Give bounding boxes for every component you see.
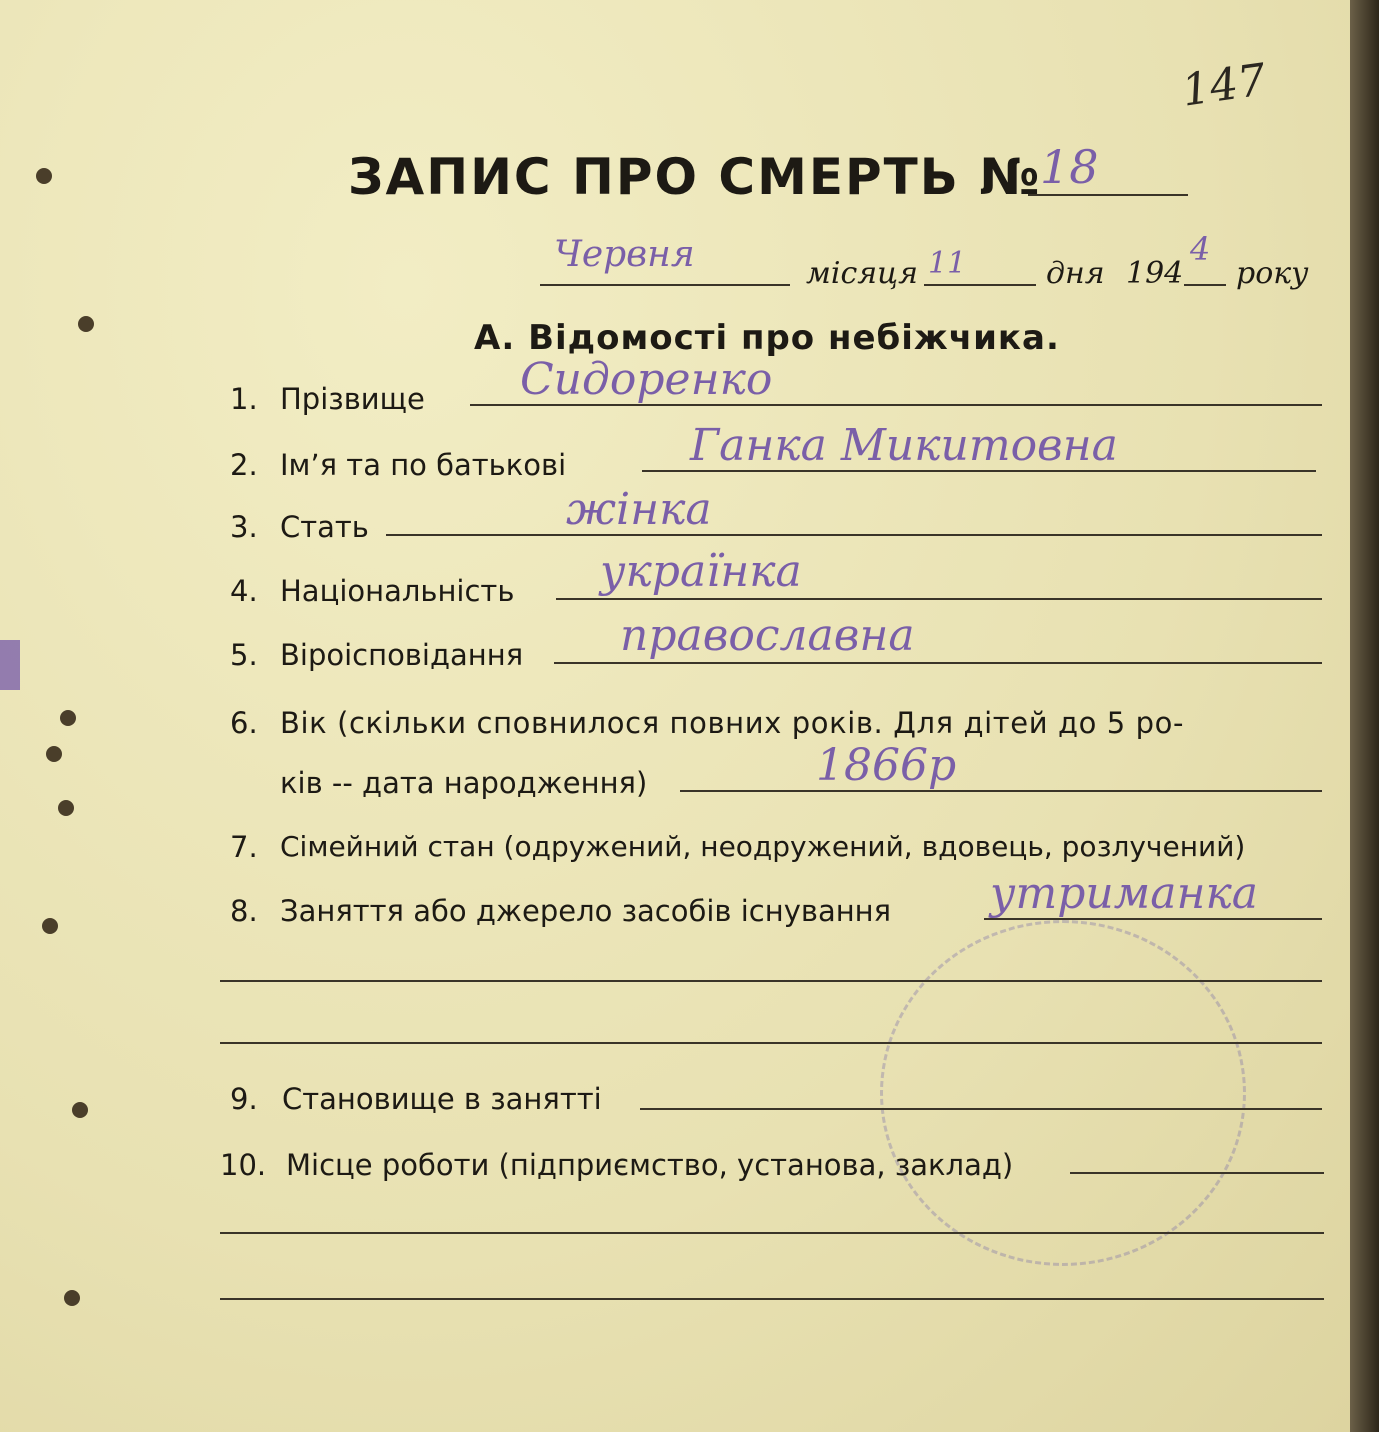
field-label: Прізвище — [280, 382, 425, 416]
field-number: 6. — [230, 706, 258, 740]
field-label: Заняття або джерело засобів існування — [280, 894, 892, 928]
field-number: 2. — [230, 448, 258, 482]
field-value: Ганка Микитовна — [690, 420, 1118, 471]
field-number: 3. — [230, 510, 258, 544]
punch-hole — [58, 800, 74, 816]
ink-stain — [0, 640, 20, 690]
page-edge — [1350, 0, 1379, 1432]
punch-hole — [78, 316, 94, 332]
field-number: 9. — [230, 1082, 258, 1116]
year-label: року — [1236, 256, 1309, 291]
folio-number: 147 — [1178, 54, 1270, 117]
fill-line — [220, 980, 1322, 982]
field-value: Сидоренко — [520, 354, 773, 405]
month-label: місяця — [806, 256, 918, 291]
year-prefix: 194 — [1126, 256, 1184, 291]
punch-hole — [60, 710, 76, 726]
fill-line — [556, 598, 1322, 600]
field-label: Становище в занятті — [282, 1082, 602, 1116]
field-value: 1866р — [816, 740, 957, 791]
field-label: Вік (скільки сповнилося повних років. Для дітей до 5 ро- — [280, 706, 1185, 740]
field-label: Стать — [280, 510, 369, 544]
field-number: 10. — [220, 1148, 267, 1182]
field-value: православна — [620, 610, 915, 661]
record-number-line — [1028, 194, 1188, 196]
punch-hole — [64, 1290, 80, 1306]
field-number: 8. — [230, 894, 258, 928]
field-label: Національність — [280, 574, 515, 608]
field-number: 1. — [230, 382, 258, 416]
fill-line — [640, 1108, 1322, 1110]
field-number: 7. — [230, 830, 258, 864]
fill-line — [220, 1298, 1324, 1300]
field-label: Ім’я та по батькові — [280, 448, 567, 482]
fill-line — [554, 662, 1322, 664]
year-line — [1184, 284, 1226, 286]
field-number: 4. — [230, 574, 258, 608]
punch-hole — [42, 918, 58, 934]
field-label: Сімейний стан (одружений, неодружений, вдовець, розлучений) — [280, 830, 1246, 863]
field-label: Віроісповідання — [280, 638, 524, 672]
day-value: 11 — [928, 246, 967, 281]
field-label: Місце роботи (підприємство, установа, заклад) — [286, 1148, 1014, 1182]
fill-line — [680, 790, 1322, 792]
month-line — [540, 284, 790, 286]
punch-hole — [72, 1102, 88, 1118]
section-title: А. Відомості про небіжчика. — [474, 318, 1060, 358]
date-row — [540, 230, 1330, 291]
fill-line — [386, 534, 1322, 536]
day-line — [924, 284, 1036, 286]
month-value: Червня — [554, 234, 695, 275]
field-number: 5. — [230, 638, 258, 672]
fill-line — [220, 1042, 1322, 1044]
faded-stamp — [880, 920, 1246, 1266]
fill-line — [1070, 1172, 1324, 1174]
field-value: українка — [600, 546, 802, 597]
punch-hole — [46, 746, 62, 762]
record-number: 18 — [1040, 140, 1099, 194]
field-value: жінка — [566, 484, 712, 535]
punch-hole — [36, 168, 52, 184]
fill-line — [220, 1232, 1324, 1234]
document-title: ЗАПИС ПРО СМЕРТЬ № — [348, 148, 1042, 206]
day-label: дня — [1046, 256, 1105, 291]
field-value: утриманка — [990, 868, 1258, 919]
field-label-continued: ків -- дата народження) — [280, 766, 648, 800]
year-digit: 4 — [1190, 230, 1211, 268]
